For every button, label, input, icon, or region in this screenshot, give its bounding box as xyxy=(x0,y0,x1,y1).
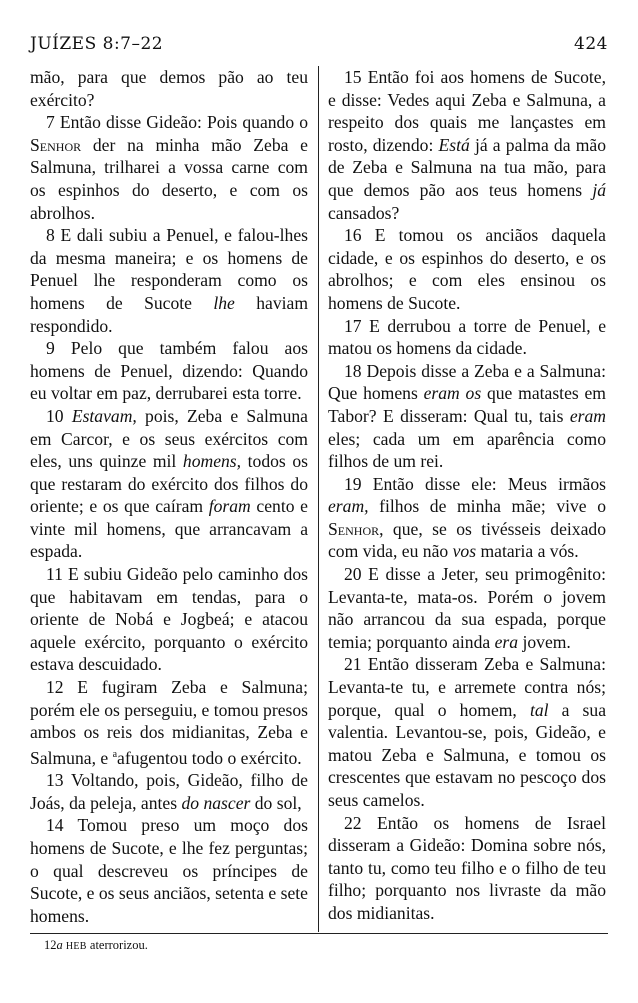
footnote-letter: a xyxy=(56,938,63,952)
verse-14: 14 Tomou preso um moço dos homens de Sucote, e lhe fez perguntas; o qual descreveu os príncipes de Sucote, e os seus anciãos, setenta e sete homens. xyxy=(30,815,308,926)
page-number: 424 xyxy=(574,34,608,54)
verse-15: 15 Então foi aos homens de Sucote, e disse: Vedes aqui Zeba e Salmuna, a respeito dos quais me lançastes em rosto, dizendo: Está já a palma da mão de Zeba e Salmuna na tua mão, para que demos pão aos teus homens já cansados? xyxy=(328,67,606,223)
verse-22: 22 Então os homens de Israel disseram a Gideão: Domina sobre nós, tanto tu, como teu filho e o filho de teu filho; porquanto nos livraste da mão dos midianitas. xyxy=(328,812,606,923)
verse-11: 11 E subiu Gideão pelo caminho dos que habitavam em tendas, para o oriente de Nobá e Jogbeá; e atacou aquele exército, porquanto o exército estava descuidado. xyxy=(30,564,308,675)
footnote-abbrev: HEB xyxy=(65,941,87,952)
verse-19: 19 Então disse ele: Meus irmãos eram, filhos de minha mãe; vive o Senhor, que, se os tivésseis deixado com vida, eu não vos mataria a vós. xyxy=(328,473,606,562)
verse-9: 9 Pelo que também falou aos homens de Penuel, dizendo: Quando eu voltar em paz, derrubarei esta torre. xyxy=(30,338,308,404)
footnote-marker: a xyxy=(112,748,118,760)
chapter-reference: JUÍZES 8:7–22 xyxy=(30,34,164,54)
footnote-text: aterrorizou. xyxy=(89,938,148,952)
footnote-rule xyxy=(30,933,608,934)
footnote-ref: 12 xyxy=(44,938,57,952)
left-column xyxy=(30,66,308,927)
verse-6-continuation: mão, para que demos pão ao teu exército? xyxy=(30,67,308,110)
running-header xyxy=(30,34,608,60)
verse-21: 21 Então disseram Zeba e Salmuna: Levanta-te tu, e arremete contra nós; porque, qual o homem, tal a sua valentia. Levantou-se, pois, Gideão, e matou Zeba e Salmuna, e tomou os crescentes que estavam no pescoço dos seus camelos. xyxy=(328,654,607,810)
verse-13: 13 Voltando, pois, Gideão, filho de Joás, da peleja, antes do nascer do sol, xyxy=(30,770,308,813)
footnote xyxy=(44,938,148,953)
column-divider xyxy=(318,66,319,932)
verse-8: 8 E dali subiu a Penuel, e falou-lhes da mesma maneira; e os homens de Penuel lhe responderam como os homens de Sucote lhe haviam respondido. xyxy=(30,225,308,336)
verse-16: 16 E tomou os anciãos daquela cidade, e os espinhos do deserto, e os abrolhos; e com eles ensinou os homens de Sucote. xyxy=(328,225,606,313)
verse-18: 18 Depois disse a Zeba e a Salmuna: Que homens eram os que matastes em Tabor? E disseram: Qual tu, tais eram eles; cada um em aparência como filhos de um rei. xyxy=(328,360,606,472)
verse-12: 12 E fugiram Zeba e Salmuna; porém ele os perseguiu, e tomou presos ambos os reis dos midianitas, Zeba e Salmuna, e $^a$afugentou todo o exército. xyxy=(30,677,309,768)
verse-17: 17 E derrubou a torre de Penuel, e matou os homens da cidade. xyxy=(328,315,606,359)
right-column xyxy=(328,66,606,925)
verse-10: 10 Estavam, pois, Zeba e Salmuna em Carcor, e os seus exércitos com eles, uns quinze mil homens, todos os que restaram do exército dos filhos do oriente; e os que caíram foram cento e vinte mil homens, que arrancavam a espada. xyxy=(30,405,308,562)
verse-20: 20 E disse a Jeter, seu primogênito: Levanta-te, mata-os. Porém o jovem não arrancou da sua espada, porque temia; porquanto ainda era jovem. xyxy=(328,564,606,652)
verse-7: 7 Então disse Gideão: Pois quando o Senhor der na minha mão Zeba e Salmuna, trilharei a vossa carne com os espinhos do deserto, e com os abrolhos. xyxy=(30,112,308,223)
